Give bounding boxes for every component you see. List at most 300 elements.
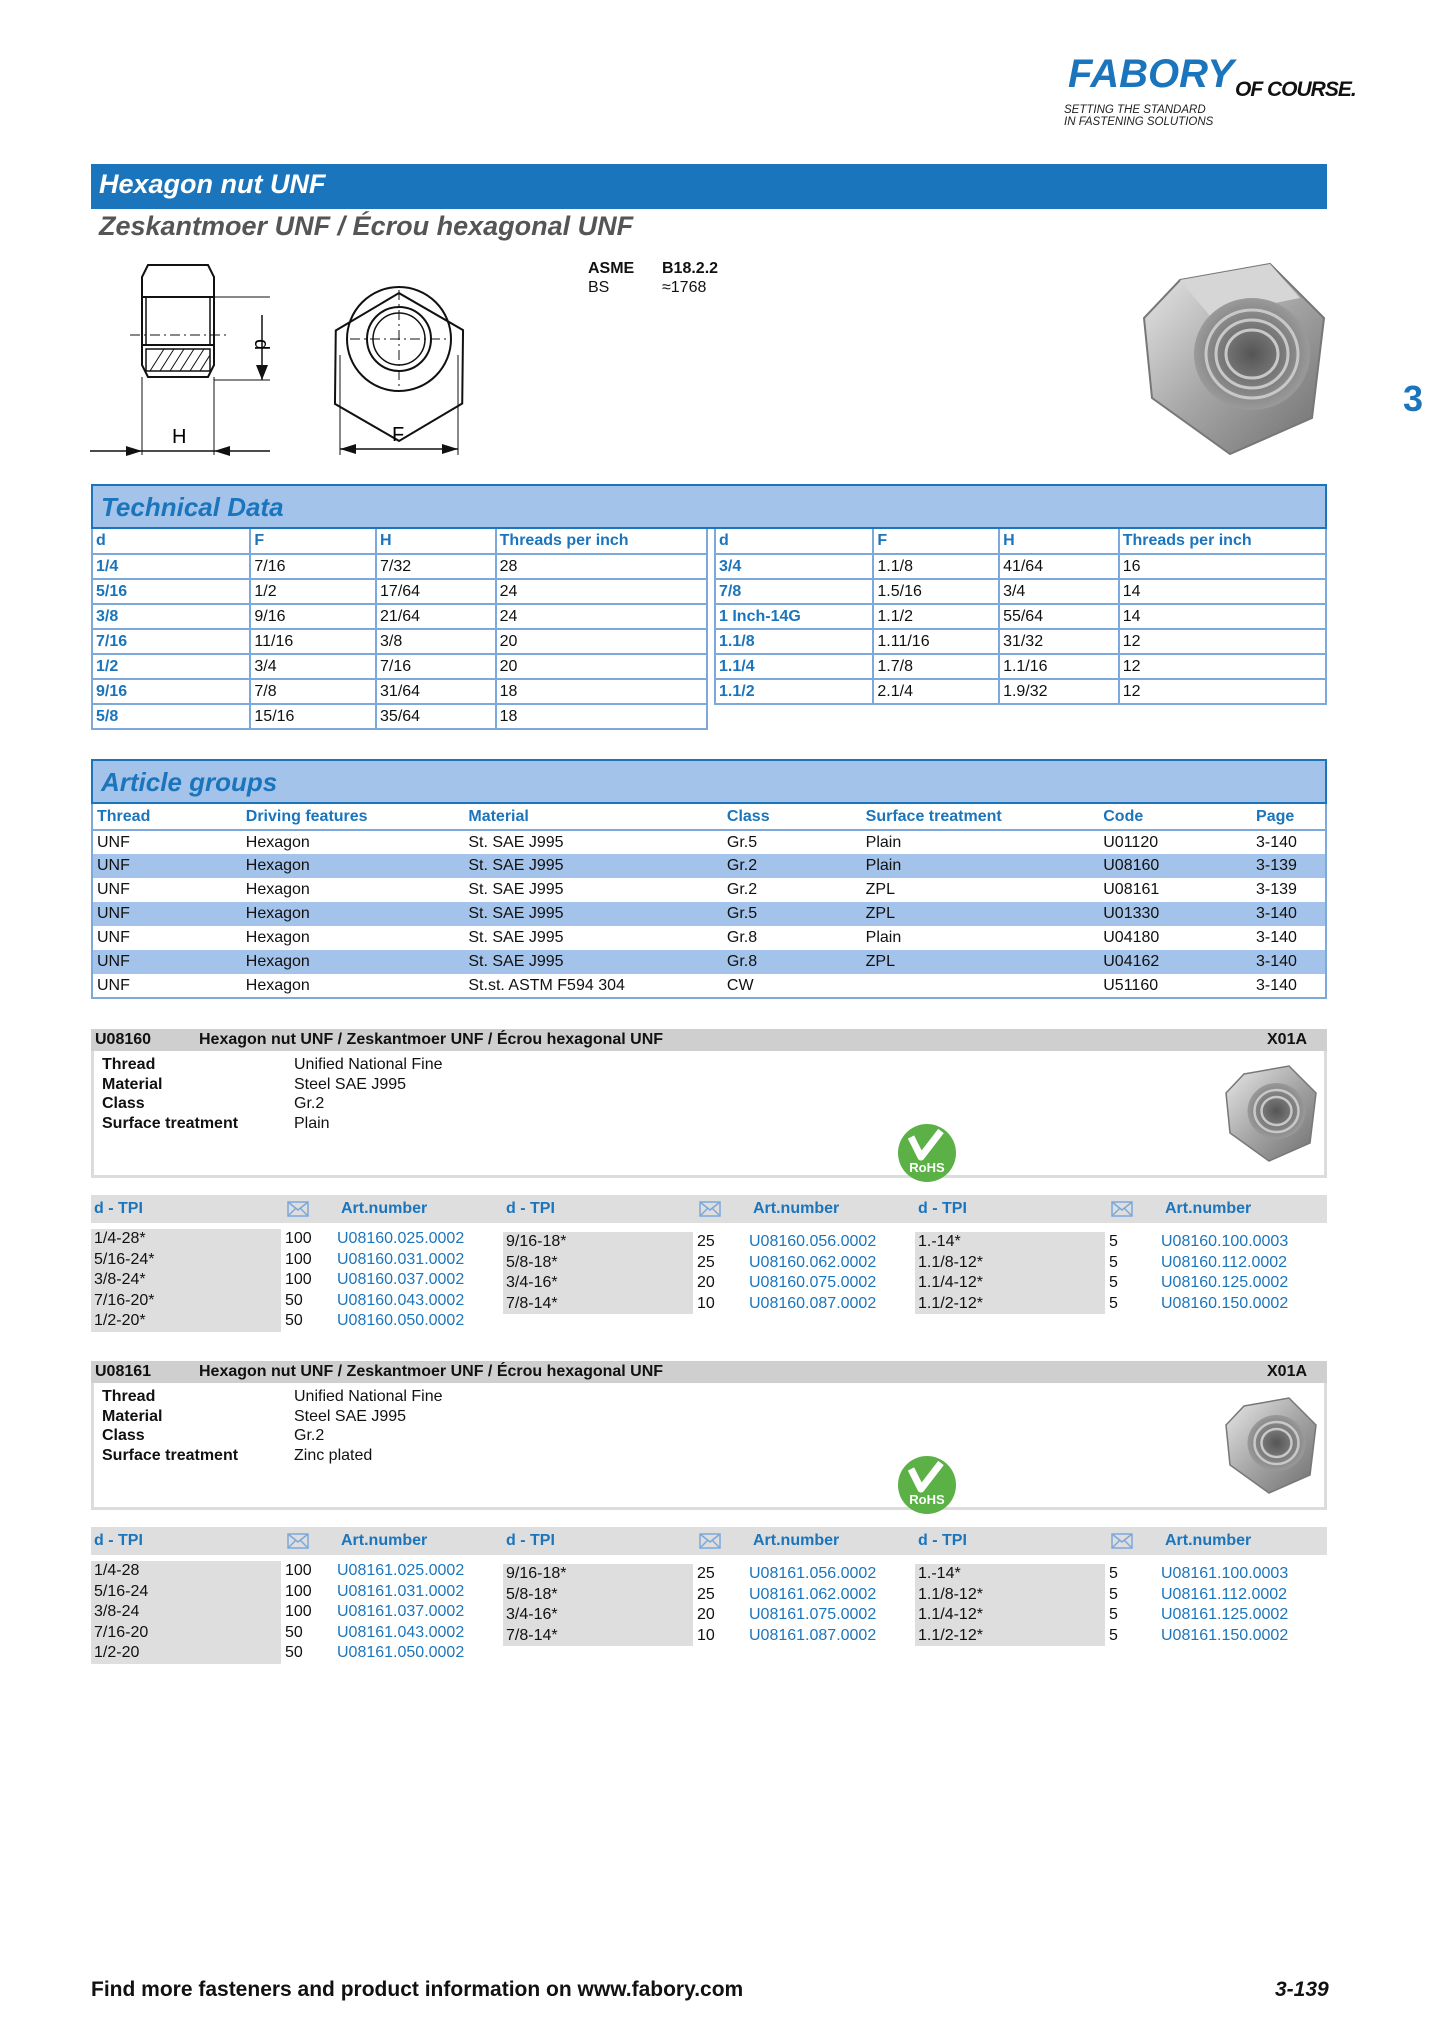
footer-text[interactable]: Find more fasteners and product information on www.fabory.com bbox=[91, 1978, 744, 2001]
cell-f: 1.1/8 bbox=[873, 554, 999, 579]
article-number-link[interactable]: U08160.125.0002 bbox=[1161, 1274, 1289, 1291]
article-number-link[interactable]: U08161.075.0002 bbox=[749, 1606, 877, 1623]
article-number-link[interactable]: U08161.056.0002 bbox=[749, 1565, 877, 1582]
logo-brand: FABORY bbox=[1068, 52, 1234, 96]
spec-value: Unified National Fine bbox=[294, 1388, 443, 1405]
article-row[interactable] bbox=[91, 1270, 464, 1291]
col-dtpi: d - TPI bbox=[94, 1532, 143, 1549]
article-column bbox=[503, 1232, 876, 1314]
pictogram-code: X01A bbox=[1267, 1363, 1308, 1380]
cell-surface: ZPL bbox=[865, 881, 895, 898]
article-number-link[interactable]: U08160.087.0002 bbox=[749, 1294, 877, 1312]
page-number: 3-139 bbox=[1275, 1978, 1329, 2001]
cell-f: 1.7/8 bbox=[873, 654, 999, 679]
thread-size: 7/16-20 bbox=[91, 1623, 281, 1644]
cell-code: U08160 bbox=[1099, 854, 1252, 878]
cell-h: 3/4 bbox=[999, 579, 1119, 604]
thread-size: 3/4-16* bbox=[503, 1273, 693, 1294]
table-row bbox=[92, 704, 707, 729]
table-row bbox=[715, 579, 1326, 604]
col-artnumber: Art.number bbox=[341, 1200, 428, 1217]
cell-f: 9/16 bbox=[250, 604, 376, 629]
col-artnumber: Art.number bbox=[341, 1532, 428, 1549]
article-row[interactable] bbox=[503, 1253, 876, 1274]
cell-class: Gr.5 bbox=[726, 833, 758, 851]
rohs-icon bbox=[897, 1455, 957, 1515]
cell-driving: Hexagon bbox=[245, 881, 310, 898]
cell-d: 1.1/4 bbox=[715, 654, 873, 679]
article-row[interactable] bbox=[503, 1585, 876, 1606]
cell-tpi: 18 bbox=[496, 679, 707, 704]
pack-qty: 10 bbox=[697, 1626, 715, 1644]
thread-size: 1.1/8-12* bbox=[915, 1585, 1105, 1606]
article-row[interactable] bbox=[503, 1273, 876, 1294]
article-row[interactable] bbox=[91, 1311, 464, 1332]
pack-qty: 100 bbox=[285, 1603, 312, 1620]
thread-size: 9/16-18* bbox=[503, 1232, 693, 1253]
article-row[interactable] bbox=[91, 1250, 464, 1271]
article-row[interactable] bbox=[503, 1232, 876, 1253]
logo-tagline-1: SETTING THE STANDARD bbox=[1064, 104, 1206, 116]
table-row[interactable] bbox=[92, 926, 1326, 950]
article-row[interactable] bbox=[915, 1564, 1288, 1585]
cell-tpi: 12 bbox=[1119, 654, 1326, 679]
envelope-icon bbox=[287, 1533, 309, 1549]
pack-qty: 20 bbox=[697, 1606, 715, 1623]
cell-d: 9/16 bbox=[92, 679, 250, 704]
pack-qty: 100 bbox=[285, 1230, 312, 1247]
cell-material: St. SAE J995 bbox=[468, 929, 564, 946]
cell-driving: Hexagon bbox=[245, 833, 310, 851]
pack-qty: 5 bbox=[1109, 1585, 1118, 1603]
article-row[interactable] bbox=[915, 1294, 1288, 1315]
cell-class: CW bbox=[726, 976, 754, 994]
thread-size: 3/8-24 bbox=[91, 1602, 281, 1623]
article-number-link[interactable]: U08160.025.0002 bbox=[337, 1230, 465, 1247]
article-row[interactable] bbox=[91, 1602, 464, 1623]
thread-size: 5/8-18* bbox=[503, 1585, 693, 1606]
column-header: Material bbox=[464, 804, 723, 830]
cell-h: 31/64 bbox=[376, 679, 496, 704]
pack-qty: 5 bbox=[1109, 1606, 1118, 1623]
cell-d: 7/16 bbox=[92, 629, 250, 654]
article-number-link[interactable]: U08161.125.0002 bbox=[1161, 1606, 1289, 1623]
standard-value: ≈1768 bbox=[662, 279, 707, 296]
cell-code: U51160 bbox=[1103, 976, 1159, 994]
chapter-tab: 3 bbox=[1403, 378, 1424, 419]
col-dtpi: d - TPI bbox=[918, 1532, 967, 1549]
column-header: Class bbox=[723, 804, 862, 830]
column-header: Thread bbox=[92, 804, 242, 830]
article-row[interactable] bbox=[915, 1253, 1288, 1274]
article-row[interactable] bbox=[91, 1623, 464, 1644]
article-number-link[interactable]: U08161.087.0002 bbox=[749, 1626, 877, 1644]
cell-thread: UNF bbox=[97, 833, 130, 851]
thread-size: 1.1/2-12* bbox=[915, 1626, 1105, 1647]
pack-qty: 5 bbox=[1109, 1626, 1118, 1644]
column-header: H bbox=[999, 529, 1119, 554]
cell-tpi: 20 bbox=[496, 629, 707, 654]
cell-surface bbox=[862, 974, 1100, 998]
table-row[interactable] bbox=[92, 974, 1326, 998]
cell-material: St.st. ASTM F594 304 bbox=[468, 976, 625, 994]
cell-h: 7/32 bbox=[376, 554, 496, 579]
logo-tagline-2: IN FASTENING SOLUTIONS bbox=[1064, 116, 1214, 128]
standard-row bbox=[588, 278, 718, 297]
product-header bbox=[91, 1361, 1327, 1383]
article-number-link[interactable]: U08161.031.0002 bbox=[337, 1582, 465, 1600]
col-dtpi: d - TPI bbox=[94, 1200, 143, 1217]
thread-size: 7/8-14* bbox=[503, 1626, 693, 1647]
table-row[interactable] bbox=[92, 854, 1326, 878]
table-row bbox=[92, 604, 707, 629]
cell-surface: ZPL bbox=[862, 902, 1100, 926]
article-number-link[interactable]: U08160.050.0002 bbox=[337, 1312, 465, 1329]
spec-label: Class bbox=[102, 1427, 145, 1444]
pack-qty: 25 bbox=[697, 1253, 715, 1271]
cell-page: 3-140 bbox=[1252, 902, 1326, 926]
article-number-link[interactable]: U08161.062.0002 bbox=[749, 1585, 877, 1603]
technical-data-table-right bbox=[714, 529, 1327, 705]
cell-class: Gr.8 bbox=[723, 950, 862, 974]
thread-size: 5/16-24 bbox=[91, 1582, 281, 1603]
thread-size: 3/4-16* bbox=[503, 1605, 693, 1626]
cell-surface: Plain bbox=[865, 833, 902, 851]
standard-row bbox=[588, 259, 718, 278]
table-row bbox=[715, 629, 1326, 654]
cell-h: 55/64 bbox=[999, 604, 1119, 629]
spec-label: Surface treatment bbox=[102, 1446, 239, 1464]
cell-class: Gr.2 bbox=[726, 881, 758, 898]
column-header: Code bbox=[1099, 804, 1252, 830]
cell-code: U01330 bbox=[1099, 902, 1252, 926]
table-header-row bbox=[92, 804, 1326, 830]
cell-code: U04162 bbox=[1099, 950, 1252, 974]
cell-tpi: 24 bbox=[496, 579, 707, 604]
cell-page: 3-139 bbox=[1256, 881, 1297, 898]
spec-value: Gr.2 bbox=[294, 1427, 325, 1444]
article-row[interactable] bbox=[91, 1643, 464, 1664]
article-row[interactable] bbox=[915, 1605, 1288, 1626]
article-number-link[interactable]: U08161.100.0003 bbox=[1161, 1565, 1289, 1582]
article-column bbox=[915, 1232, 1288, 1314]
table-row bbox=[715, 604, 1326, 629]
table-row bbox=[715, 554, 1326, 579]
envelope-icon bbox=[1111, 1201, 1133, 1217]
cell-d: 5/8 bbox=[92, 704, 250, 729]
table-header-row bbox=[92, 529, 707, 554]
article-column bbox=[91, 1229, 464, 1332]
article-row[interactable] bbox=[91, 1561, 464, 1582]
envelope-icon bbox=[699, 1201, 721, 1217]
thread-size: 1.-14* bbox=[915, 1232, 1105, 1253]
spec-value: Plain bbox=[294, 1114, 330, 1132]
column-header: H bbox=[376, 529, 496, 554]
cell-material: St. SAE J995 bbox=[464, 950, 723, 974]
article-number-link[interactable]: U08161.037.0002 bbox=[337, 1603, 465, 1620]
cell-material: St. SAE J995 bbox=[468, 881, 564, 898]
table-header-row bbox=[715, 529, 1326, 554]
pack-qty: 25 bbox=[697, 1565, 715, 1582]
table-row bbox=[92, 679, 707, 704]
product-specs bbox=[102, 1055, 443, 1133]
article-number-link[interactable]: U08161.043.0002 bbox=[337, 1623, 465, 1641]
envelope-icon bbox=[287, 1201, 309, 1217]
envelope-icon bbox=[699, 1533, 721, 1549]
cell-h: 35/64 bbox=[376, 704, 496, 729]
cell-page: 3-139 bbox=[1252, 854, 1326, 878]
col-dtpi: d - TPI bbox=[506, 1200, 555, 1217]
thread-size: 5/16-24* bbox=[91, 1250, 281, 1271]
hex-nut-thumbnail bbox=[1224, 1395, 1319, 1495]
cell-d: 3/8 bbox=[92, 604, 250, 629]
spec-label: Material bbox=[102, 1075, 163, 1093]
article-row[interactable] bbox=[91, 1229, 464, 1250]
cell-tpi: 18 bbox=[496, 704, 707, 729]
cell-f: 1/2 bbox=[250, 579, 376, 604]
cell-h: 1.1/16 bbox=[999, 654, 1119, 679]
thread-size: 1.1/2-12* bbox=[915, 1294, 1105, 1315]
article-row[interactable] bbox=[91, 1582, 464, 1603]
cell-page: 3-140 bbox=[1256, 929, 1297, 946]
thread-size: 1/2-20* bbox=[91, 1311, 281, 1332]
cell-material: St. SAE J995 bbox=[468, 833, 564, 851]
cell-tpi: 28 bbox=[496, 554, 707, 579]
standard-value: B18.2.2 bbox=[662, 260, 719, 277]
cell-d: 1.1/8 bbox=[715, 629, 873, 654]
cell-tpi: 12 bbox=[1119, 679, 1326, 704]
column-header: Threads per inch bbox=[496, 529, 707, 554]
table-row[interactable] bbox=[92, 878, 1326, 902]
article-row[interactable] bbox=[503, 1294, 876, 1315]
article-number-link[interactable]: U08160.043.0002 bbox=[337, 1291, 465, 1309]
technical-data-heading: Technical Data bbox=[91, 484, 1327, 529]
table-row bbox=[92, 654, 707, 679]
spec-value: Gr.2 bbox=[294, 1095, 325, 1112]
cell-f: 2.1/4 bbox=[873, 679, 999, 704]
pack-qty: 100 bbox=[285, 1271, 312, 1288]
cell-thread: UNF bbox=[97, 881, 130, 898]
cell-d: 5/16 bbox=[92, 579, 250, 604]
article-row[interactable] bbox=[915, 1585, 1288, 1606]
cell-d: 1 Inch-14G bbox=[715, 604, 873, 629]
cell-f: 11/16 bbox=[250, 629, 376, 654]
cell-tpi: 16 bbox=[1119, 554, 1326, 579]
column-header: Surface treatment bbox=[862, 804, 1100, 830]
pack-qty: 5 bbox=[1109, 1274, 1118, 1291]
label-H: H bbox=[172, 426, 187, 448]
article-row[interactable] bbox=[503, 1626, 876, 1647]
cell-surface: Plain bbox=[865, 929, 902, 946]
product-code: U08161 bbox=[95, 1363, 152, 1380]
cell-driving: Hexagon bbox=[242, 854, 465, 878]
pack-qty: 25 bbox=[697, 1585, 715, 1603]
standard-name: ASME bbox=[588, 260, 635, 277]
column-header: Threads per inch bbox=[1119, 529, 1326, 554]
cell-tpi: 12 bbox=[1119, 629, 1326, 654]
cell-thread: UNF bbox=[92, 950, 242, 974]
article-row[interactable] bbox=[915, 1626, 1288, 1647]
cell-page: 3-140 bbox=[1256, 976, 1297, 994]
thread-size: 5/8-18* bbox=[503, 1253, 693, 1274]
cell-code: U04180 bbox=[1103, 929, 1160, 946]
cell-h: 1.9/32 bbox=[999, 679, 1119, 704]
article-column bbox=[915, 1564, 1288, 1646]
pack-qty: 50 bbox=[285, 1312, 303, 1329]
article-list-header bbox=[91, 1527, 1327, 1555]
table-row bbox=[92, 579, 707, 604]
pack-qty: 100 bbox=[285, 1250, 312, 1268]
pack-qty: 25 bbox=[697, 1233, 715, 1250]
rohs-icon bbox=[897, 1123, 957, 1183]
cell-code: U01120 bbox=[1103, 833, 1159, 851]
product-name: Hexagon nut UNF / Zeskantmoer UNF / Écrou hexagonal UNF bbox=[199, 1031, 664, 1048]
hex-nut-thumbnail bbox=[1224, 1063, 1319, 1163]
cell-d: 1/4 bbox=[92, 554, 250, 579]
column-header: d bbox=[92, 529, 250, 554]
cell-f: 3/4 bbox=[250, 654, 376, 679]
article-number-link[interactable]: U08160.112.0002 bbox=[1161, 1253, 1288, 1271]
table-row bbox=[715, 654, 1326, 679]
article-row[interactable] bbox=[503, 1605, 876, 1626]
nut-technical-drawing bbox=[90, 255, 550, 465]
pack-qty: 5 bbox=[1109, 1233, 1118, 1250]
article-number-link[interactable]: U08160.037.0002 bbox=[337, 1271, 465, 1288]
cell-class: Gr.8 bbox=[726, 929, 758, 946]
column-header: F bbox=[873, 529, 999, 554]
cell-driving: Hexagon bbox=[245, 976, 310, 994]
page-title: Hexagon nut UNF bbox=[91, 164, 1327, 209]
spec-label: Class bbox=[102, 1095, 145, 1112]
pack-qty: 50 bbox=[285, 1291, 303, 1309]
cell-page: 3-140 bbox=[1256, 833, 1297, 851]
cell-h: 31/32 bbox=[999, 629, 1119, 654]
pack-qty: 100 bbox=[285, 1582, 312, 1600]
cell-h: 3/8 bbox=[376, 629, 496, 654]
table-row[interactable] bbox=[92, 950, 1326, 974]
cell-driving: Hexagon bbox=[242, 950, 465, 974]
cell-f: 7/8 bbox=[250, 679, 376, 704]
col-dtpi: d - TPI bbox=[918, 1200, 967, 1217]
cell-h: 7/16 bbox=[376, 654, 496, 679]
table-row bbox=[715, 679, 1326, 704]
pack-qty: 5 bbox=[1109, 1565, 1118, 1582]
cell-f: 15/16 bbox=[250, 704, 376, 729]
pack-qty: 20 bbox=[697, 1274, 715, 1291]
article-number-link[interactable]: U08161.050.0002 bbox=[337, 1644, 465, 1661]
cell-d: 3/4 bbox=[715, 554, 873, 579]
cell-thread: UNF bbox=[97, 929, 130, 946]
article-row[interactable] bbox=[915, 1273, 1288, 1294]
cell-thread: UNF bbox=[97, 976, 130, 994]
article-number-link[interactable]: U08160.031.0002 bbox=[337, 1250, 465, 1268]
standard-name: BS bbox=[588, 279, 610, 296]
article-list-header bbox=[91, 1195, 1327, 1223]
page-subtitle: Zeskantmoer UNF / Écrou hexagonal UNF bbox=[99, 211, 634, 241]
article-row[interactable] bbox=[915, 1232, 1288, 1253]
col-artnumber: Art.number bbox=[753, 1532, 840, 1549]
pack-qty: 10 bbox=[697, 1294, 715, 1312]
thread-size: 7/8-14* bbox=[503, 1294, 693, 1315]
cell-d: 7/8 bbox=[715, 579, 873, 604]
cell-class: Gr.2 bbox=[723, 854, 862, 878]
cell-page: 3-140 bbox=[1252, 950, 1326, 974]
article-number-link[interactable]: U08161.112.0002 bbox=[1161, 1585, 1288, 1603]
table-row bbox=[92, 629, 707, 654]
col-artnumber: Art.number bbox=[753, 1200, 840, 1217]
article-column bbox=[91, 1561, 464, 1664]
cell-surface: ZPL bbox=[862, 950, 1100, 974]
cell-thread: UNF bbox=[92, 902, 242, 926]
article-number-link[interactable]: U08160.062.0002 bbox=[749, 1253, 877, 1271]
spec-label: Material bbox=[102, 1407, 163, 1425]
article-number-link[interactable]: U08161.150.0002 bbox=[1161, 1626, 1289, 1644]
article-row[interactable] bbox=[91, 1291, 464, 1312]
pack-qty: 50 bbox=[285, 1623, 303, 1641]
pack-qty: 100 bbox=[285, 1562, 312, 1579]
product-specs bbox=[102, 1387, 443, 1465]
pack-qty: 5 bbox=[1109, 1294, 1118, 1312]
table-row[interactable] bbox=[92, 902, 1326, 926]
column-header: Page bbox=[1252, 804, 1326, 830]
column-header: d bbox=[715, 529, 873, 554]
article-column bbox=[503, 1564, 876, 1646]
product-spec-box bbox=[91, 1051, 1327, 1178]
article-groups-heading: Article groups bbox=[91, 759, 1327, 804]
product-header bbox=[91, 1029, 1327, 1051]
hex-nut-photo bbox=[1140, 258, 1330, 458]
spec-value: Unified National Fine bbox=[294, 1056, 443, 1073]
pack-qty: 5 bbox=[1109, 1253, 1118, 1271]
article-row[interactable] bbox=[503, 1564, 876, 1585]
cell-thread: UNF bbox=[92, 854, 242, 878]
article-number-link[interactable]: U08160.056.0002 bbox=[749, 1233, 877, 1250]
rohs-label: RoHS bbox=[909, 1160, 945, 1175]
spec-value: Steel SAE J995 bbox=[294, 1407, 407, 1425]
article-number-link[interactable]: U08160.150.0002 bbox=[1161, 1294, 1289, 1312]
article-number-link[interactable]: U08160.100.0003 bbox=[1161, 1233, 1289, 1250]
col-artnumber: Art.number bbox=[1165, 1200, 1252, 1217]
pictogram-code: X01A bbox=[1267, 1031, 1308, 1048]
article-number-link[interactable]: U08160.075.0002 bbox=[749, 1274, 877, 1291]
cell-h: 17/64 bbox=[376, 579, 496, 604]
spec-value: Zinc plated bbox=[294, 1446, 373, 1464]
thread-size: 1/4-28 bbox=[91, 1561, 281, 1582]
product-name: Hexagon nut UNF / Zeskantmoer UNF / Écrou hexagonal UNF bbox=[199, 1363, 664, 1380]
table-row[interactable] bbox=[92, 830, 1326, 854]
cell-tpi: 20 bbox=[496, 654, 707, 679]
spec-label: Thread bbox=[102, 1388, 156, 1405]
standards-list bbox=[588, 259, 718, 297]
rohs-label: RoHS bbox=[909, 1492, 945, 1507]
cell-f: 1.11/16 bbox=[873, 629, 999, 654]
cell-f: 1.5/16 bbox=[873, 579, 999, 604]
product-code: U08160 bbox=[95, 1031, 152, 1048]
technical-data-table-left bbox=[91, 529, 708, 730]
article-number-link[interactable]: U08161.025.0002 bbox=[337, 1562, 465, 1579]
cell-tpi: 24 bbox=[496, 604, 707, 629]
table-row bbox=[92, 554, 707, 579]
label-F: F bbox=[392, 424, 405, 446]
cell-material: St. SAE J995 bbox=[464, 854, 723, 878]
col-dtpi: d - TPI bbox=[506, 1532, 555, 1549]
cell-tpi: 14 bbox=[1119, 604, 1326, 629]
col-artnumber: Art.number bbox=[1165, 1532, 1252, 1549]
cell-surface: Plain bbox=[862, 854, 1100, 878]
thread-size: 3/8-24* bbox=[91, 1270, 281, 1291]
fabory-logo bbox=[1060, 52, 1360, 132]
thread-size: 1/2-20 bbox=[91, 1643, 281, 1664]
